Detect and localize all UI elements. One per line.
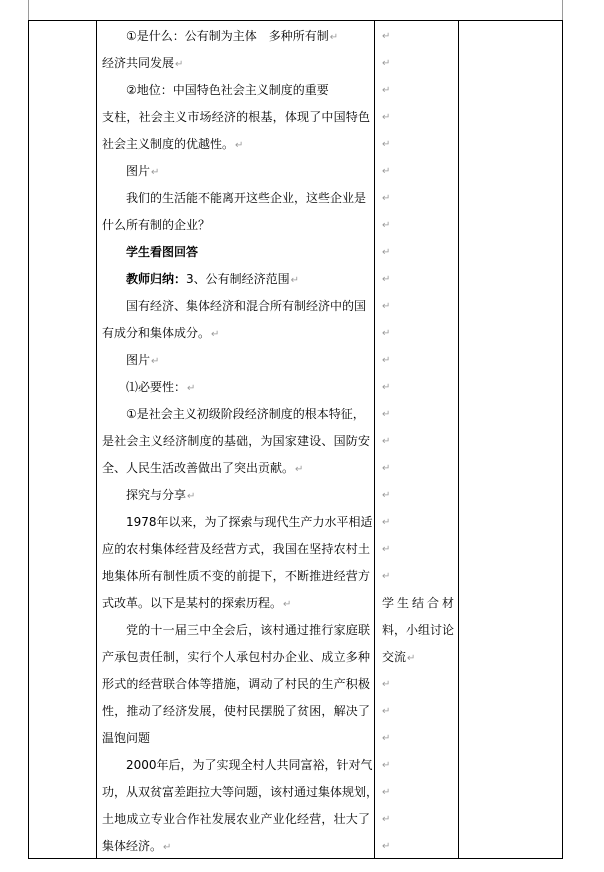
content-line: 土地成立专业合作社发展农业产业化经营，壮大了 [102, 812, 370, 826]
paragraph-mark [382, 752, 390, 779]
table-divider-3 [458, 20, 459, 858]
paragraph-mark [382, 239, 390, 266]
content-line: 有成分和集体成分。 ↵ [102, 320, 370, 347]
paragraph-mark [382, 293, 390, 320]
paragraph-mark [382, 212, 390, 239]
paragraph-mark [382, 428, 390, 455]
content-line: ⑴必要性： ↵ [102, 374, 370, 401]
activity-line: 学生结合材 [382, 596, 454, 610]
content-line: 经济共同发展 ↵ [102, 50, 370, 77]
crop-mark-left [28, 0, 29, 20]
content-line: 学生看图回答 [126, 245, 199, 259]
activity-line: 交流 ↵ [382, 644, 454, 671]
table-border-left [28, 20, 29, 858]
paragraph-mark [382, 266, 390, 293]
paragraph-mark [382, 536, 390, 563]
crop-mark-right [562, 0, 563, 20]
paragraph-mark [382, 779, 390, 806]
paragraph-mark [382, 158, 390, 185]
content-line: 形式的经营联合体等措施，调动了村民的生产积极 [102, 677, 370, 691]
table-border-right [562, 20, 563, 858]
content-line: 温饱问题 [102, 731, 151, 745]
content-line: 集体经济。 ↵ [102, 833, 370, 860]
paragraph-mark [382, 698, 390, 725]
paragraph-mark [382, 50, 390, 77]
paragraph-mark [382, 806, 390, 833]
paragraph-mark [382, 833, 390, 860]
paragraph-mark [382, 401, 390, 428]
paragraph-mark [382, 374, 390, 401]
content-line: 产承包责任制，实行个人承包村办企业、成立多种 [102, 650, 370, 664]
paragraph-mark [382, 131, 390, 158]
content-line: 式改革。以下是某村的探索历程。 ↵ [102, 590, 370, 617]
content-line: 1978年以来，为了探索与现代生产力水平相适 [126, 515, 373, 529]
content-line: 地集体所有制性质不变的前提下，不断推进经营方 [102, 569, 370, 583]
content-line: ②地位：中国特色社会主义制度的重要 [126, 83, 329, 97]
content-line: 功，从双贫富差距拉大等问题，该村通过集体规划， [102, 785, 379, 799]
content-line: 图片 ↵ [102, 347, 370, 374]
paragraph-mark [382, 482, 390, 509]
paragraph-mark [382, 509, 390, 536]
paragraph-mark [382, 77, 390, 104]
content-line: 什么所有制的企业？ [102, 218, 211, 232]
paragraph-mark [382, 185, 390, 212]
table-divider-2 [374, 20, 375, 858]
paragraph-mark [382, 725, 390, 752]
content-line: 图片 ↵ [102, 158, 370, 185]
paragraph-mark [382, 347, 390, 374]
table-divider-1 [96, 20, 97, 858]
content-line: ①是社会主义初级阶段经济制度的根本特征， [126, 407, 365, 421]
paragraph-mark [382, 104, 390, 131]
paragraph-mark [382, 563, 390, 590]
content-line: 我们的生活能不能离开这些企业，这些企业是 [126, 191, 367, 205]
content-line: 社会主义制度的优越性。 ↵ [102, 131, 370, 158]
content-line: 是社会主义经济制度的基础，为国家建设、国防安 [102, 434, 370, 448]
content-line: 2000年后，为了实现全村人共同富裕，针对气 [126, 758, 373, 772]
content-line: ①是什么：公有制为主体 多种所有制 ↵ [102, 23, 370, 50]
content-line: 性，推动了经济发展，使村民摆脱了贫困，解决了 [102, 704, 370, 718]
paragraph-mark [382, 455, 390, 482]
content-line: 应的农村集体经营及经营方式，我国在坚持农村土 [102, 542, 370, 556]
paragraph-mark [382, 671, 390, 698]
content-line: 党的十一届三中全会后，该村通过推行家庭联 [126, 623, 370, 637]
activity-line: 料，小组讨论 [382, 623, 455, 637]
table-top-border [28, 20, 563, 21]
paragraph-mark [382, 23, 390, 50]
content-line: 支柱，社会主义市场经济的根基，体现了中国特色 [102, 110, 370, 124]
content-line: 国有经济、集体经济和混合所有制经济中的国 [126, 299, 367, 313]
content-line: 探究与分享 ↵ [102, 482, 370, 509]
paragraph-mark [382, 320, 390, 347]
content-line: 教师归纳：3、公有制经济范围 ↵ [102, 266, 370, 293]
content-line: 全、人民生活改善做出了突出贡献。 ↵ [102, 455, 370, 482]
